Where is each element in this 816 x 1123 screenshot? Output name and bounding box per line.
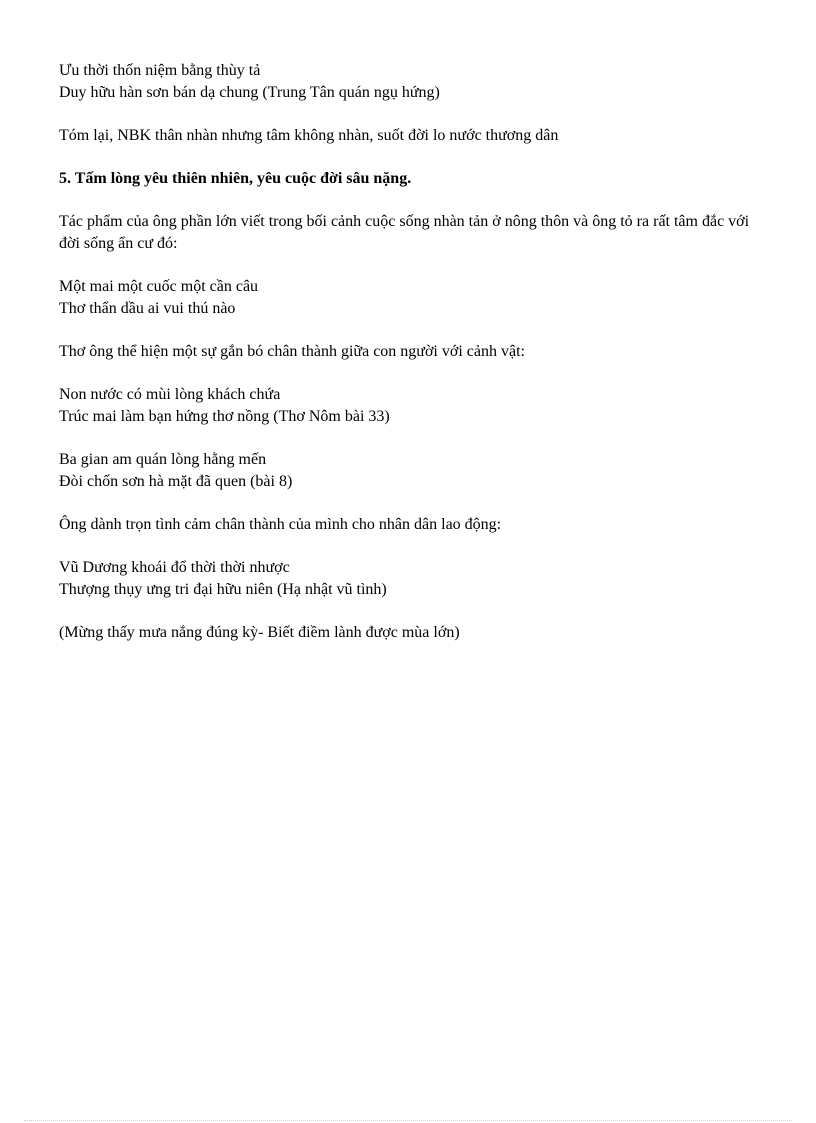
poem-stanza-2	[59, 276, 759, 320]
poem-line: Non nước có mùi lòng khách chứa	[59, 386, 281, 403]
poem-stanza-4	[59, 449, 759, 493]
poem-line: Thơ thẩn dầu ai vui thú nào	[59, 300, 236, 317]
paragraph-summary: Tóm lại, NBK thân nhàn nhưng tâm không nhàn, suốt đời lo nước thương dân	[59, 127, 559, 144]
poem-line: Duy hữu hàn sơn bán dạ chung (Trung Tân quán ngụ hứng)	[59, 84, 440, 101]
paragraph-people: Ông dành trọn tình cảm chân thành của mình cho nhân dân lao động:	[59, 516, 502, 533]
section-heading: 5. Tấm lòng yêu thiên nhiên, yêu cuộc đời sâu nặng.	[59, 170, 412, 187]
poem-line: Đòi chốn sơn hà mặt đã quen (bài 8)	[59, 473, 293, 490]
poem-line: Ưu thời thốn niệm bằng thùy tả	[59, 62, 261, 79]
page-bottom-divider	[24, 1120, 792, 1121]
poem-line: Ba gian am quán lòng hằng mến	[59, 451, 267, 468]
poem-line: Một mai một cuốc một cần câu	[59, 278, 259, 295]
paragraph-nature: Thơ ông thể hiện một sự gắn bó chân thành giữa con người với cảnh vật:	[59, 343, 525, 360]
paragraph-intro: Tác phẩm của ông phần lớn viết trong bối cảnh cuộc sống nhàn tản ở nông thôn và ông tỏ ra rất tâm đắc với đời sống ẩn cư đó:	[59, 213, 750, 252]
poem-stanza-1	[59, 60, 759, 104]
document-body	[59, 60, 759, 665]
poem-line: Trúc mai làm bạn hứng thơ nồng (Thơ Nôm bài 33)	[59, 408, 390, 425]
poem-line: Thượng thụy ưng tri đại hữu niên (Hạ nhật vũ tình)	[59, 581, 387, 598]
poem-stanza-3	[59, 384, 759, 428]
paragraph-translation: (Mừng thấy mưa nắng đúng kỳ- Biết điềm lành được mùa lớn)	[59, 624, 460, 641]
poem-line: Vũ Dương khoái đổ thời thời nhược	[59, 559, 290, 576]
poem-stanza-5	[59, 557, 759, 601]
